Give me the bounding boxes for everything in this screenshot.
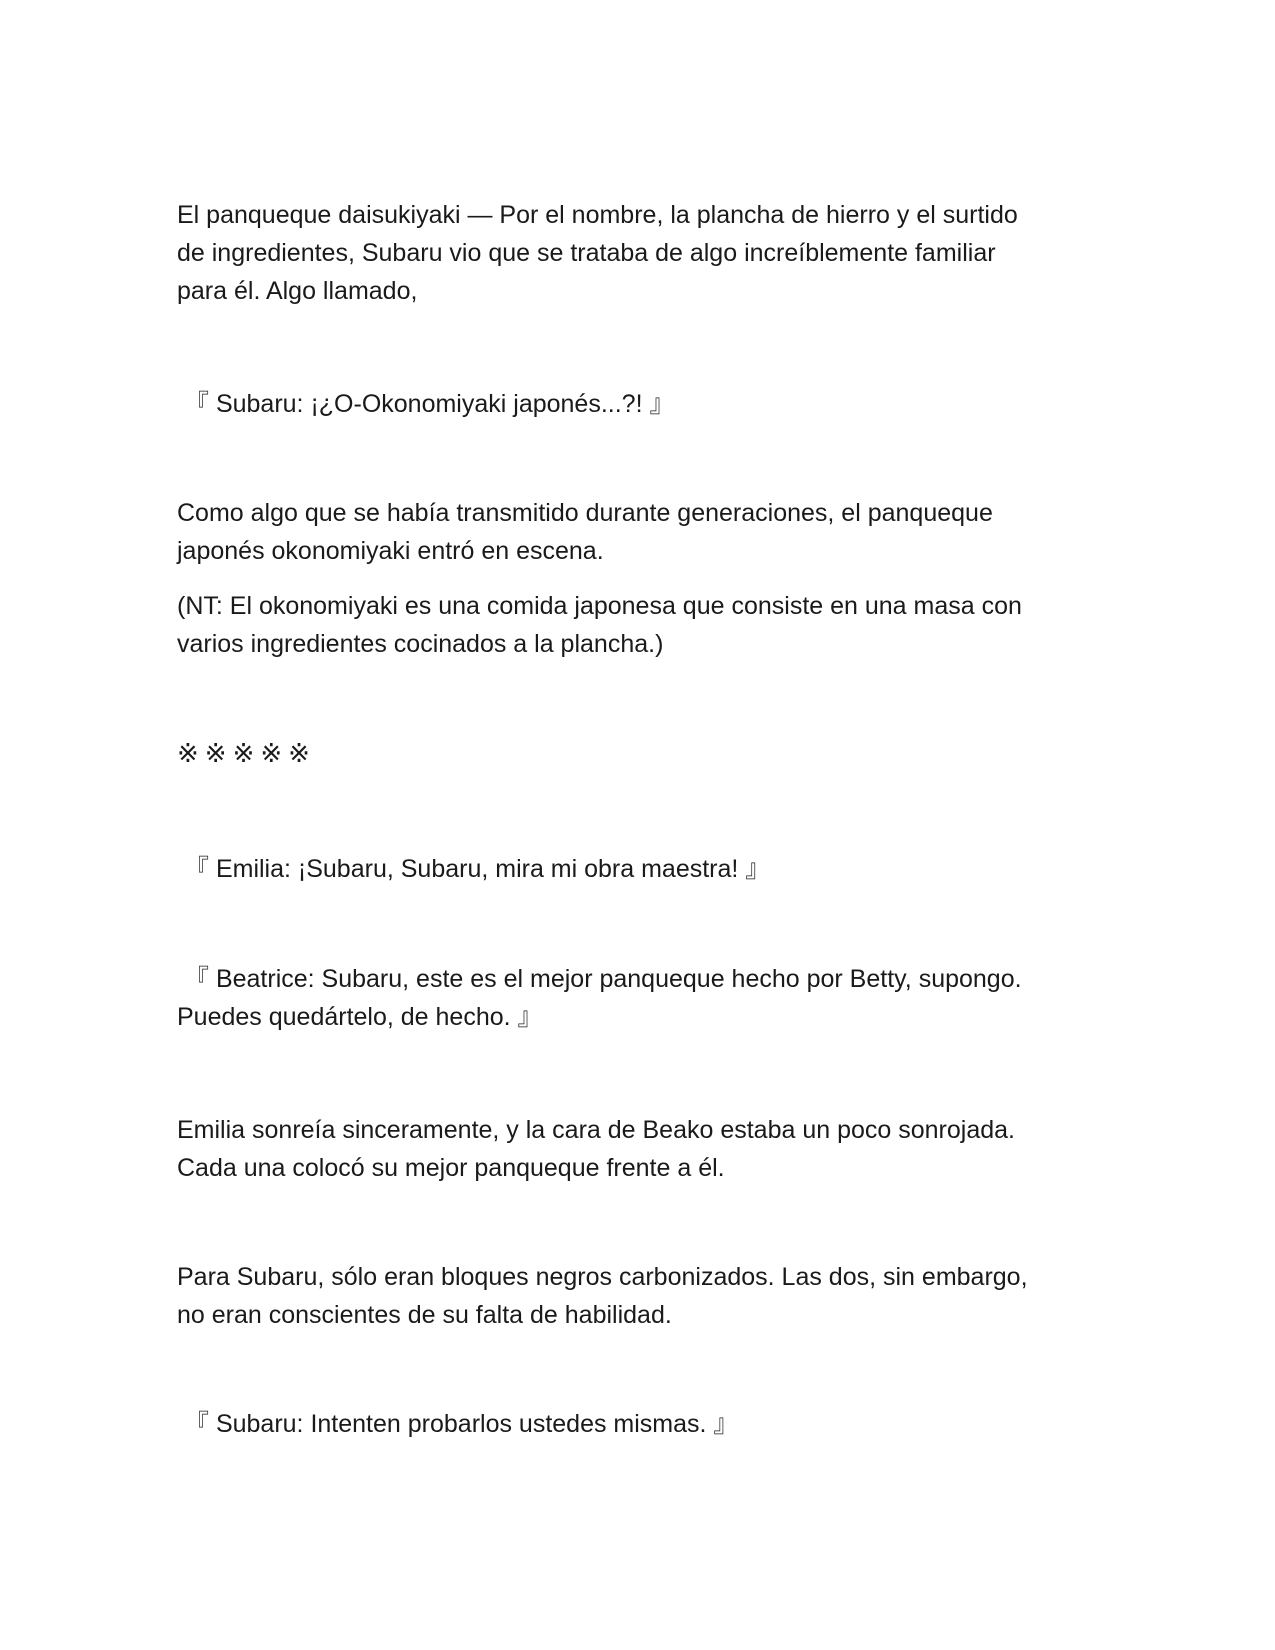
paragraph-generations bbox=[177, 494, 1097, 570]
dialogue-line: 『 Emilia: ¡Subaru, Subaru, mira mi obra maestra! 』 bbox=[184, 855, 771, 883]
dialogue-emilia bbox=[184, 850, 1104, 888]
text-line: para él. Algo llamado, bbox=[177, 277, 418, 305]
text-line: (NT: El okonomiyaki es una comida japonesa que consiste en una masa con bbox=[177, 592, 1022, 620]
dialogue-line: Puedes quedártelo, de hecho. 』 bbox=[177, 1003, 543, 1031]
text-line: Emilia sonreía sinceramente, y la cara de Beako estaba un poco sonrojada. bbox=[177, 1116, 1015, 1144]
paragraph-intro bbox=[177, 196, 1097, 310]
text-line: de ingredientes, Subaru vio que se trataba de algo increíblemente familiar bbox=[177, 239, 996, 267]
text-line: japonés okonomiyaki entró en escena. bbox=[177, 537, 604, 565]
text-line: varios ingredientes cocinados a la plancha.) bbox=[177, 630, 664, 658]
text-line: Cada una colocó su mejor panqueque frente a él. bbox=[177, 1154, 725, 1182]
paragraph-emilia-smile bbox=[177, 1111, 1097, 1187]
section-separator bbox=[177, 735, 1097, 773]
dialogue-beatrice bbox=[177, 960, 1097, 1036]
text-line: El panqueque daisukiyaki — Por el nombre, la plancha de hierro y el surtido bbox=[177, 201, 1018, 229]
dialogue-line: 『 Beatrice: Subaru, este es el mejor panqueque hecho por Betty, supongo. bbox=[184, 965, 1022, 993]
dialogue-subaru-okonomiyaki bbox=[184, 385, 1104, 423]
dialogue-subaru-try bbox=[184, 1405, 1104, 1443]
separator-marks: ※※※※※ bbox=[177, 739, 316, 769]
dialogue-line: 『 Subaru: ¡¿O-Okonomiyaki japonés...?! 』 bbox=[184, 390, 675, 418]
translator-note bbox=[177, 587, 1097, 663]
text-line: Para Subaru, sólo eran bloques negros carbonizados. Las dos, sin embargo, bbox=[177, 1263, 1028, 1291]
paragraph-charred-blocks bbox=[177, 1258, 1097, 1334]
text-line: no eran conscientes de su falta de habilidad. bbox=[177, 1301, 672, 1329]
text-line: Como algo que se había transmitido durante generaciones, el panqueque bbox=[177, 499, 993, 527]
dialogue-line: 『 Subaru: Intenten probarlos ustedes mismas. 』 bbox=[184, 1410, 739, 1438]
